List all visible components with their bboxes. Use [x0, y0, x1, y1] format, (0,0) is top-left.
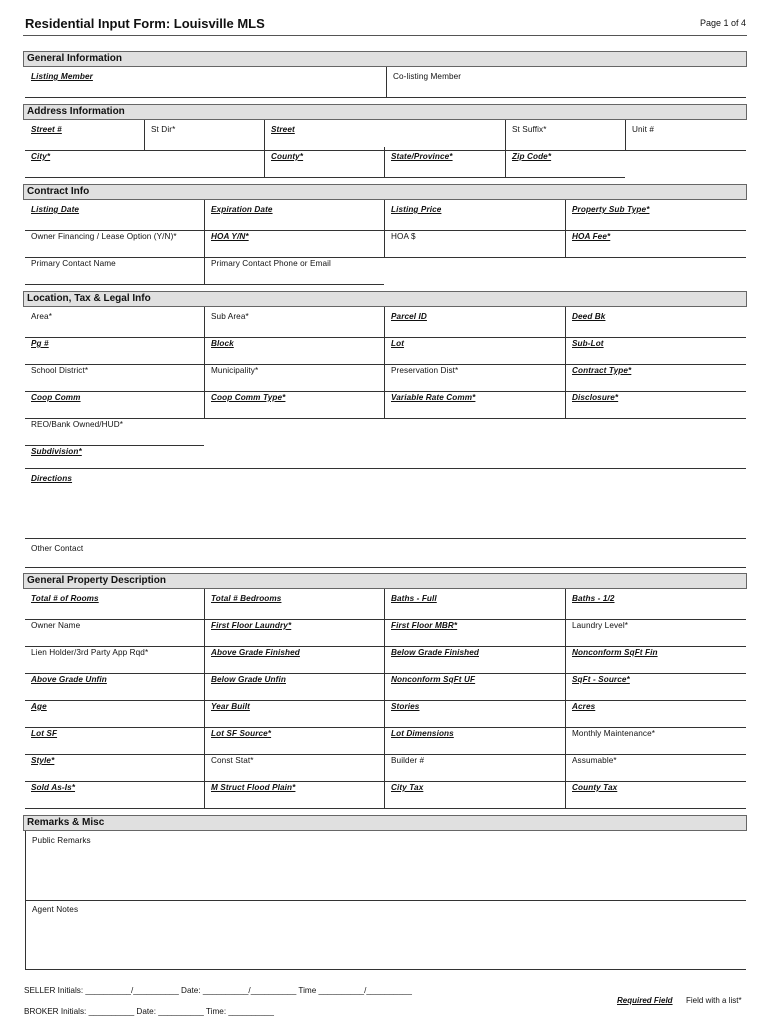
- hoa-fee-field[interactable]: [565, 227, 746, 258]
- field-label: Lot Dimensions: [391, 729, 454, 738]
- field-label: Owner Financing / Lease Option (Y/N)*: [31, 232, 177, 241]
- field-label: SqFt - Source*: [572, 675, 630, 684]
- field-label: Builder #: [391, 756, 425, 765]
- field-label: Block: [211, 339, 234, 348]
- field-label: Primary Contact Phone or Email: [211, 259, 331, 268]
- field-label: Above Grade Unfin: [31, 675, 107, 684]
- listing-member-field[interactable]: [25, 67, 386, 98]
- section-general-information: General Information: [23, 51, 747, 67]
- field-label: Lot SF Source*: [211, 729, 272, 738]
- field-label: Acres: [572, 702, 596, 711]
- seller-initials-line[interactable]: SELLER Initials: __________/__________ Date: __________/__________ Time __________/__________: [24, 986, 412, 995]
- field-label: Total # Bedrooms: [211, 594, 282, 603]
- field-label: St Suffix*: [512, 125, 547, 134]
- section-general-property: General Property Description: [23, 573, 747, 589]
- field-label: Property Sub Type*: [572, 205, 650, 214]
- field-label: Primary Contact Name: [31, 259, 116, 268]
- variable-rate-comm-field[interactable]: [384, 388, 565, 419]
- field-label: City Tax: [391, 783, 424, 792]
- field-label: County*: [271, 152, 304, 161]
- co-listing-member-field[interactable]: [386, 67, 746, 98]
- field-label: Deed Bk: [572, 312, 606, 321]
- field-label: Listing Member: [31, 72, 93, 81]
- field-label: State/Province*: [391, 152, 453, 161]
- field-label: Area*: [31, 312, 52, 321]
- field-label: Sub Area*: [211, 312, 249, 321]
- primary-contact-name-field[interactable]: [25, 254, 204, 285]
- field-label: Coop Comm: [31, 393, 81, 402]
- field-label: HOA Y/N*: [211, 232, 249, 241]
- city-tax-field[interactable]: [384, 778, 565, 809]
- field-label: Year Built: [211, 702, 250, 711]
- field-label: Zip Code*: [512, 152, 552, 161]
- list-field-legend: Field with a list*: [686, 996, 742, 1005]
- field-label: County Tax: [572, 783, 618, 792]
- county-field[interactable]: [264, 147, 384, 178]
- field-label: Nonconform SqFt UF: [391, 675, 476, 684]
- field-label: Municipality*: [211, 366, 259, 375]
- county-tax-field[interactable]: [565, 778, 746, 809]
- field-label: First Floor MBR*: [391, 621, 458, 630]
- section-contract-info: Contract Info: [23, 184, 747, 200]
- section-remarks-misc: Remarks & Misc: [23, 815, 747, 831]
- field-label: Pg #: [31, 339, 49, 348]
- hoa-amount-field[interactable]: [384, 227, 565, 258]
- field-label: Public Remarks: [32, 836, 91, 845]
- field-label: Stories: [391, 702, 420, 711]
- field-label: Lot SF: [31, 729, 58, 738]
- field-label: M Struct Flood Plain*: [211, 783, 296, 792]
- field-label: Owner Name: [31, 621, 81, 630]
- field-label: Above Grade Finished: [211, 648, 300, 657]
- field-label: City*: [31, 152, 51, 161]
- disclosure-field[interactable]: [565, 388, 746, 419]
- unit-field[interactable]: [625, 120, 746, 151]
- field-label: Unit #: [632, 125, 654, 134]
- section-address-information: Address Information: [23, 104, 747, 120]
- field-label: Nonconform SqFt Fin: [572, 648, 658, 657]
- field-label: First Floor Laundry*: [211, 621, 292, 630]
- city-field[interactable]: [25, 147, 264, 178]
- field-label: Street: [271, 125, 295, 134]
- field-label: Const Stat*: [211, 756, 254, 765]
- field-label: Laundry Level*: [572, 621, 629, 630]
- page-number: Page 1 of 4: [700, 18, 747, 28]
- field-label: St Dir*: [151, 125, 176, 134]
- field-label: Parcel ID: [391, 312, 427, 321]
- required-field-legend: Required Field: [617, 996, 673, 1005]
- broker-initials-line[interactable]: BROKER Initials: __________ Date: __________ Time: __________: [24, 1007, 274, 1016]
- page-title: Residential Input Form: Louisville MLS: [25, 16, 265, 31]
- field-label: Listing Date: [31, 205, 80, 214]
- field-label: Subdivision*: [31, 447, 82, 456]
- field-label: Other Contact: [31, 544, 84, 553]
- field-label: HOA Fee*: [572, 232, 611, 241]
- field-label: Assumable*: [572, 756, 617, 765]
- field-label: Lot: [391, 339, 405, 348]
- header-divider: [23, 35, 747, 36]
- agent-notes-field[interactable]: [25, 900, 746, 970]
- field-label: Expiration Date: [211, 205, 273, 214]
- other-contact-field[interactable]: [25, 539, 746, 568]
- primary-contact-phone-field[interactable]: [204, 254, 384, 285]
- field-label: Co-listing Member: [393, 72, 462, 81]
- field-label: Style*: [31, 756, 55, 765]
- sold-as-is-field[interactable]: [25, 778, 204, 809]
- field-label: Below Grade Unfin: [211, 675, 286, 684]
- state-field[interactable]: [384, 147, 505, 178]
- field-label: Sub-Lot: [572, 339, 604, 348]
- field-label: Age: [31, 702, 47, 711]
- m-struct-flood-plain-field[interactable]: [204, 778, 384, 809]
- field-label: Total # of Rooms: [31, 594, 99, 603]
- directions-field[interactable]: [25, 469, 746, 539]
- field-label: Street #: [31, 125, 62, 134]
- field-label: Contract Type*: [572, 366, 632, 375]
- zip-code-field[interactable]: [505, 147, 625, 178]
- field-label: Baths - Full: [391, 594, 437, 603]
- field-label: Baths - 1/2: [572, 594, 615, 603]
- field-label: Agent Notes: [32, 905, 79, 914]
- field-label: Directions: [31, 474, 73, 483]
- field-label: Lien Holder/3rd Party App Rqd*: [31, 648, 149, 657]
- field-label: Preservation Dist*: [391, 366, 459, 375]
- field-label: Coop Comm Type*: [211, 393, 286, 402]
- field-label: School District*: [31, 366, 89, 375]
- coop-comm-type-field[interactable]: [204, 388, 384, 419]
- field-label: Listing Price: [391, 205, 442, 214]
- field-label: Below Grade Finished: [391, 648, 479, 657]
- field-label: Disclosure*: [572, 393, 619, 402]
- subdivision-field[interactable]: [25, 442, 746, 469]
- field-label: Sold As-Is*: [31, 783, 76, 792]
- field-label: Monthly Maintenance*: [572, 729, 656, 738]
- field-label: Variable Rate Comm*: [391, 393, 476, 402]
- section-location-tax-legal: Location, Tax & Legal Info: [23, 291, 747, 307]
- field-label: REO/Bank Owned/HUD*: [31, 420, 123, 429]
- field-label: HOA $: [391, 232, 416, 241]
- public-remarks-field[interactable]: [25, 831, 746, 901]
